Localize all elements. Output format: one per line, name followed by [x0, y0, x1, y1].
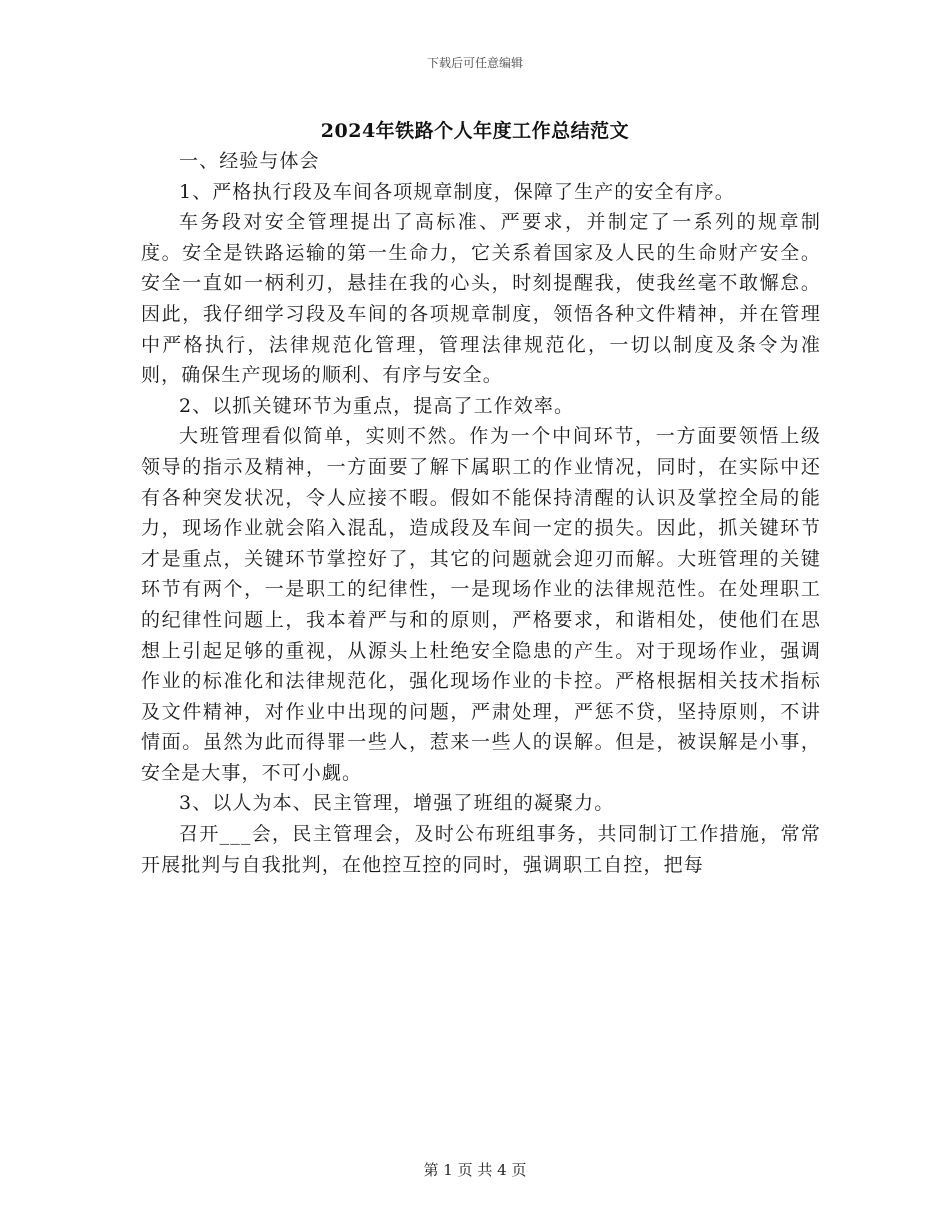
body-paragraph-1: 车务段对安全管理提出了高标准、严要求，并制定了一系列的规章制度。安全是铁路运输的第一生命力，它关系着国家及人民的生命财产安全。安全一直如一柄利刃，悬挂在我的心头，时刻提醒我，使我丝毫不敢懈怠。因此，我仔细学习段及车间的各项规章制度，领悟各种文件精神，并在管理中严格执行，法律规范化管理，管理法律规范化，一切以制度及条令为准则，确保生产现场的顺利、有序与安全。 — [141, 211, 821, 387]
subsection-heading-2: 2、以抓关键环节为重点，提高了工作效率。 — [179, 394, 575, 417]
header-note: 下载后可任意编辑 — [426, 56, 523, 70]
subsection-heading-3: 3、以人为本、民主管理，增强了班组的凝聚力。 — [179, 792, 615, 815]
body-paragraph-3: 召开___会，民主管理会，及时公布班组事务，共同制订工作措施，常常开展批判与自我批判，在他控互控的同时，强调职工自控，把每 — [141, 823, 821, 876]
section-heading: 一、经验与体会 — [179, 150, 320, 172]
page-number: 第 1 页 共 4 页 — [423, 1161, 527, 1179]
subsection-heading-1: 1、严格执行段及车间各项规章制度，保障了生产的安全有序。 — [179, 180, 735, 203]
document-title: 2024年铁路个人年度工作总结范文 — [320, 120, 630, 142]
body-paragraph-2: 大班管理看似简单，实则不然。作为一个中间环节，一方面要领悟上级领导的指示及精神，一方面要了解下属职工的作业情况，同时，在实际中还有各种突发状况，令人应接不暇。假如不能保持清醒的认识及掌控全局的能力，现场作业就会陷入混乱，造成段及车间一定的损失。因此，抓关键环节才是重点，关键环节掌控好了，其它的问题就会迎刃而解。大班管理的关键环节有两个，一是职工的纪律性，一是现场作业的法律规范性。在处理职工的纪律性问题上，我本着严与和的原则，严格要求，和谐相处，使他们在思想上引起足够的重视，从源头上杜绝安全隐患的产生。对于现场作业，强调作业的标准化和法律规范化，强化现场作业的卡控。严格根据相关技术指标及文件精神，对作业中出现的问题，严肃处理，严惩不贷，坚持原则，不讲情面。虽然为此而得罪一些人，惹来一些人的误解。但是，被误解是小事，安全是大事，不可小觑。 — [141, 425, 821, 784]
document-body — [141, 146, 821, 880]
